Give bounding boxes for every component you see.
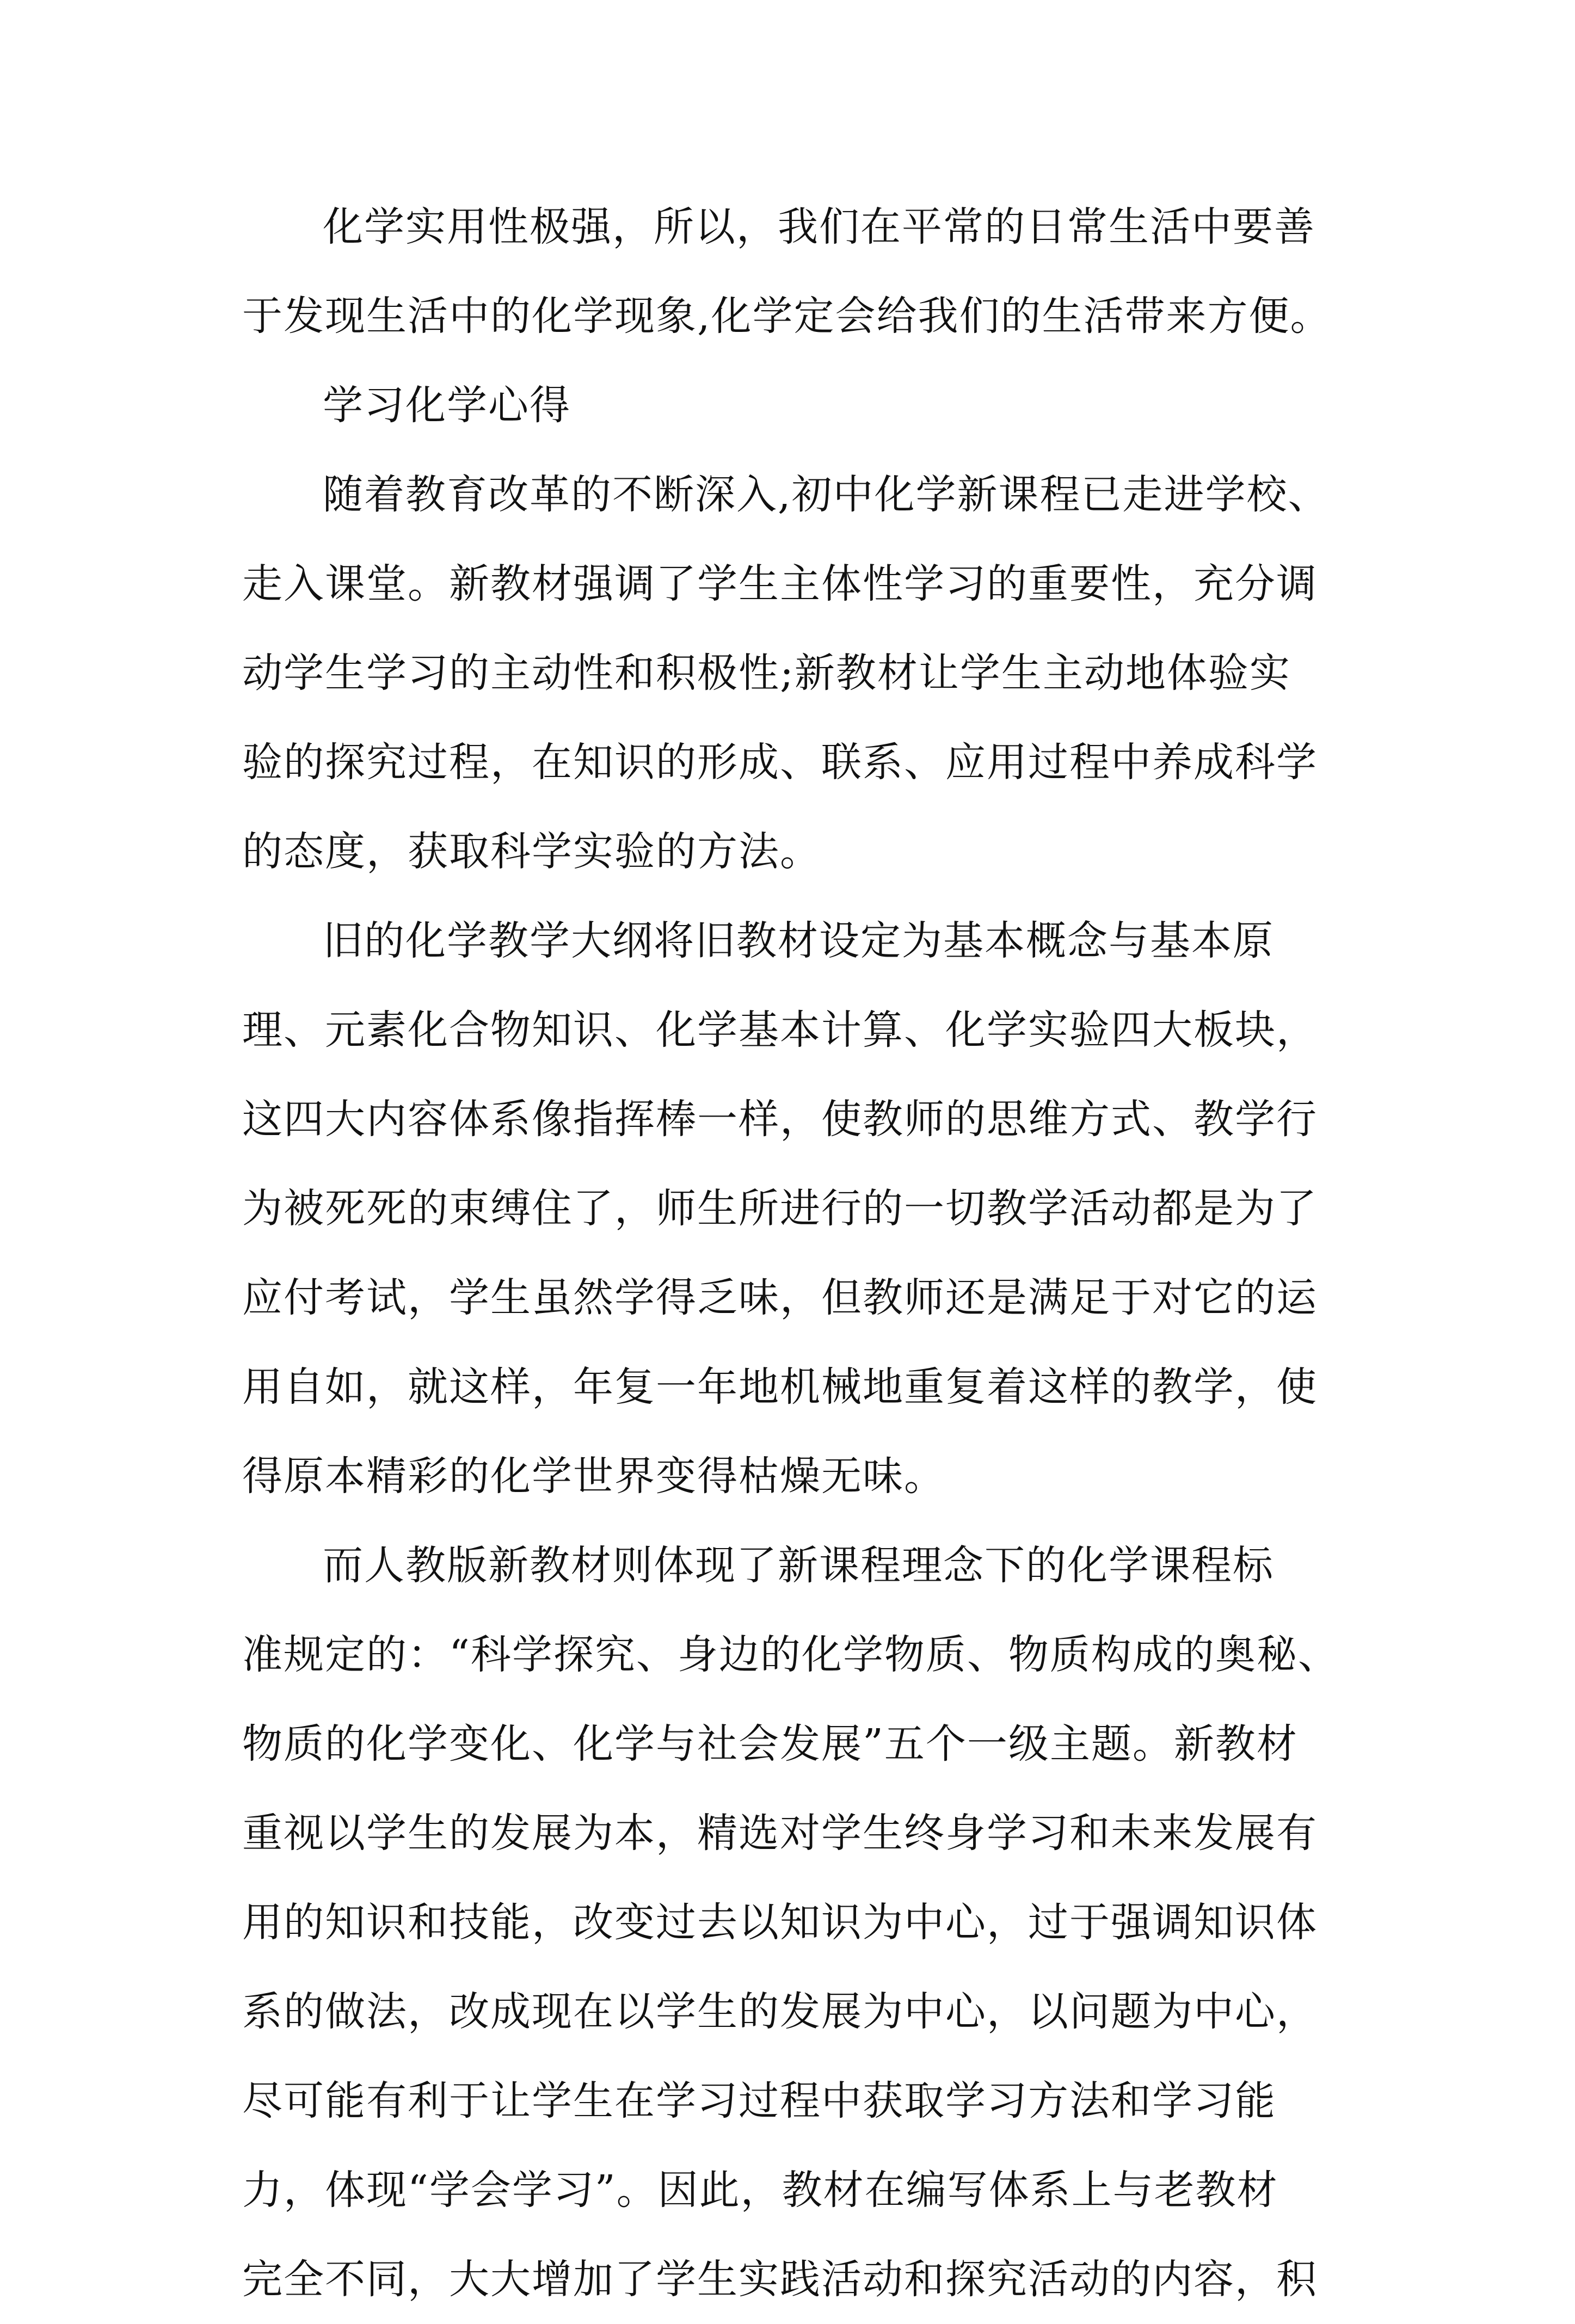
text-line: 物质的化学变化、化学与社会发展”五个一级主题。新教材	[242, 1721, 1298, 1767]
text-line: 的态度，获取科学实验的方法。	[242, 828, 821, 875]
text-line: 尽可能有利于让学生在学习过程中获取学习方法和学习能	[242, 2078, 1276, 2124]
text-line: 应付考试，学生虽然学得乏味，但教师还是满足于对它的运	[242, 1274, 1318, 1321]
text-line: 得原本精彩的化学世界变得枯燥无味。	[242, 1453, 945, 1500]
text-line: 完全不同，大大增加了学生实践活动和探究活动的内容，积	[242, 2256, 1318, 2303]
text-line: 准规定的：“科学探究、身边的化学物质、物质构成的奥秘、	[242, 1631, 1339, 1678]
text-line: 验的探究过程，在知识的形成、联系、应用过程中养成科学	[242, 739, 1318, 786]
paragraph-first-line: 随着教育改革的不断深入,初中化学新课程已走进学校、	[323, 471, 1330, 518]
paragraph-first-line: 而人教版新教材则体现了新课程理念下的化学课程标	[323, 1542, 1274, 1589]
document-body	[242, 182, 1352, 2324]
text-line: 动学生学习的主动性和积极性;新教材让学生主动地体验实	[242, 650, 1291, 696]
text-line: 用自如，就这样，年复一年地机械地重复着这样的教学，使	[242, 1364, 1318, 1410]
text-line: 力，体现“学会学习”。因此，教材在编写体系上与老教材	[242, 2167, 1278, 2214]
paragraph-first-line: 学习化学心得	[323, 382, 571, 429]
text-line: 用的知识和技能，改变过去以知识为中心，过于强调知识体	[242, 1899, 1318, 1946]
text-line: 这四大内容体系像指挥棒一样，使教师的思维方式、教学行	[242, 1096, 1318, 1143]
text-line: 为被死死的束缚住了，师生所进行的一切教学活动都是为了	[242, 1185, 1318, 1232]
text-line: 于发现生活中的化学现象,化学定会给我们的生活带来方便。	[242, 293, 1332, 340]
text-line: 重视以学生的发展为本，精选对学生终身学习和未来发展有	[242, 1810, 1318, 1857]
paragraph-first-line: 化学实用性极强，所以，我们在平常的日常生活中要善	[323, 204, 1315, 250]
text-line: 系的做法，改成现在以学生的发展为中心，以问题为中心，	[242, 1988, 1318, 2035]
paragraph-first-line: 旧的化学教学大纲将旧教材设定为基本概念与基本原	[323, 917, 1274, 964]
text-line: 理、元素化合物知识、化学基本计算、化学实验四大板块，	[242, 1007, 1318, 1053]
text-line: 走入课堂。新教材强调了学生主体性学习的重要性，充分调	[242, 560, 1318, 607]
